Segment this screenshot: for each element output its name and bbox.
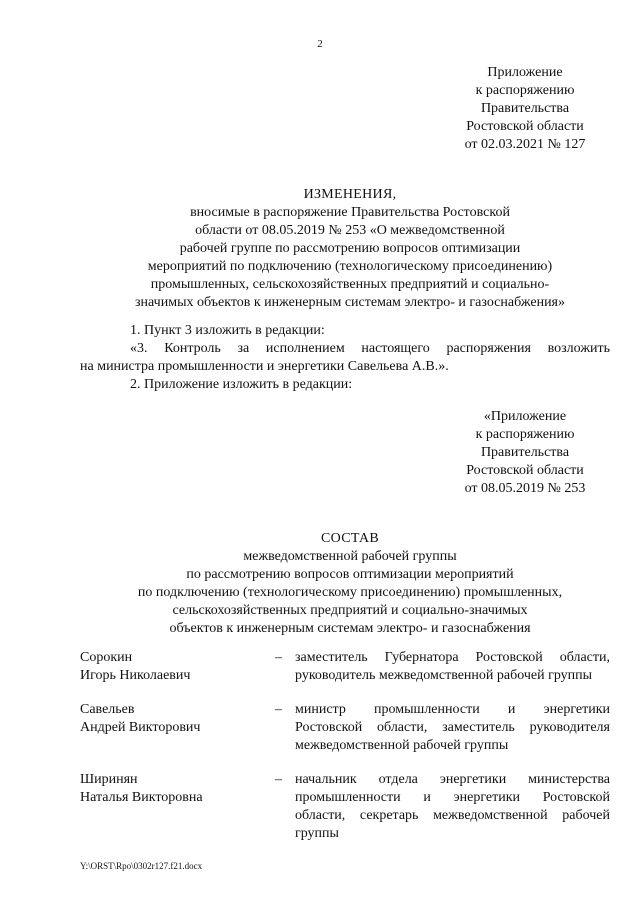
appendix-line: Приложение bbox=[487, 65, 563, 80]
member-surname: Ширинян bbox=[80, 772, 138, 787]
new-appendix-header bbox=[440, 408, 610, 498]
composition-heading bbox=[80, 530, 620, 638]
member-row bbox=[80, 701, 610, 755]
composition-subtitle-line: объектов к инженерным системам электро- и газоснабжения bbox=[169, 621, 531, 636]
member-role-line: группы bbox=[295, 826, 339, 841]
member-given-name: Наталья Викторовна bbox=[80, 790, 203, 805]
appendix-header bbox=[440, 64, 610, 154]
member-dash: – bbox=[275, 772, 282, 787]
changes-subtitle-line: рабочей группе по рассмотрению вопросов оптимизации bbox=[179, 241, 521, 256]
member-role-line: области, секретарь межведомственной рабочей bbox=[295, 808, 610, 823]
amendment-item-2: 2. Приложение изложить в редакции: bbox=[130, 377, 353, 392]
composition-subtitle-line: сельскохозяйственных предприятий и социально-значимых bbox=[172, 603, 528, 618]
amendments-body bbox=[80, 322, 610, 394]
composition-title: СОСТАВ bbox=[320, 531, 380, 546]
member-role-line: межведомственной рабочей группы bbox=[295, 738, 509, 753]
changes-title: ИЗМЕНЕНИЯ, bbox=[303, 187, 397, 202]
member-role-line: министр промышленности и энергетики bbox=[295, 702, 610, 717]
member-role-line: Ростовской области, заместитель руководителя bbox=[295, 720, 610, 735]
composition-subtitle-line: по подключению (технологическому присоединению) промышленных, bbox=[137, 585, 563, 600]
appendix-line: от 08.05.2019 № 253 bbox=[464, 481, 586, 496]
composition-subtitle-line: межведомственной рабочей группы bbox=[243, 549, 457, 564]
footer-file-path: Y:\ORST\Rpo\0302r127.f21.docx bbox=[80, 861, 203, 871]
appendix-line: Ростовской области bbox=[466, 463, 584, 478]
member-dash: – bbox=[275, 650, 282, 665]
member-name bbox=[80, 771, 275, 843]
member-dash: – bbox=[275, 702, 282, 717]
member-row bbox=[80, 771, 610, 843]
member-role bbox=[295, 649, 610, 685]
amendment-item-1-text-cont: на министра промышленности и энергетики Савельева А.В.». bbox=[80, 359, 449, 374]
member-given-name: Андрей Викторович bbox=[80, 720, 201, 735]
members-list bbox=[80, 649, 610, 859]
appendix-line: Ростовской области bbox=[466, 119, 584, 134]
member-surname: Сорокин bbox=[80, 650, 133, 665]
member-role-line: руководитель межведомственной рабочей группы bbox=[295, 668, 593, 683]
composition-subtitle-line: по рассмотрению вопросов оптимизации мероприятий bbox=[186, 567, 514, 582]
appendix-line: к распоряжению bbox=[475, 83, 575, 98]
appendix-line: от 02.03.2021 № 127 bbox=[464, 137, 586, 152]
member-role bbox=[295, 771, 610, 843]
appendix-line: Правительства bbox=[480, 101, 570, 116]
changes-subtitle-line: значимых объектов к инженерным системам электро- и газоснабжения» bbox=[135, 295, 565, 310]
member-surname: Савельев bbox=[80, 702, 135, 717]
amendment-item-1-text: «3. Контроль за исполнением настоящего распоряжения возложить bbox=[130, 341, 610, 356]
changes-subtitle-line: области от 08.05.2019 № 253 «О межведомственной bbox=[195, 223, 505, 238]
changes-subtitle-line: промышленных, сельскохозяйственных предприятий и социально- bbox=[150, 277, 550, 292]
member-role-line: начальник отдела энергетики министерства bbox=[295, 772, 610, 787]
page-number: 2 bbox=[317, 38, 323, 50]
member-name bbox=[80, 649, 275, 685]
member-role-line: промышленности и энергетики Ростовской bbox=[295, 790, 610, 805]
member-name bbox=[80, 701, 275, 755]
appendix-line: Правительства bbox=[480, 445, 570, 460]
member-row bbox=[80, 649, 610, 685]
appendix-line: к распоряжению bbox=[475, 427, 575, 442]
appendix-line: «Приложение bbox=[483, 409, 567, 424]
amendment-item-1: 1. Пункт 3 изложить в редакции: bbox=[130, 323, 325, 338]
member-given-name: Игорь Николаевич bbox=[80, 668, 191, 683]
member-role-line: заместитель Губернатора Ростовской области, bbox=[295, 650, 610, 665]
changes-subtitle-line: вносимые в распоряжение Правительства Ростовской bbox=[190, 205, 510, 220]
changes-heading bbox=[80, 186, 620, 312]
changes-subtitle-line: мероприятий по подключению (технологическому присоединению) bbox=[147, 259, 553, 274]
member-role bbox=[295, 701, 610, 755]
